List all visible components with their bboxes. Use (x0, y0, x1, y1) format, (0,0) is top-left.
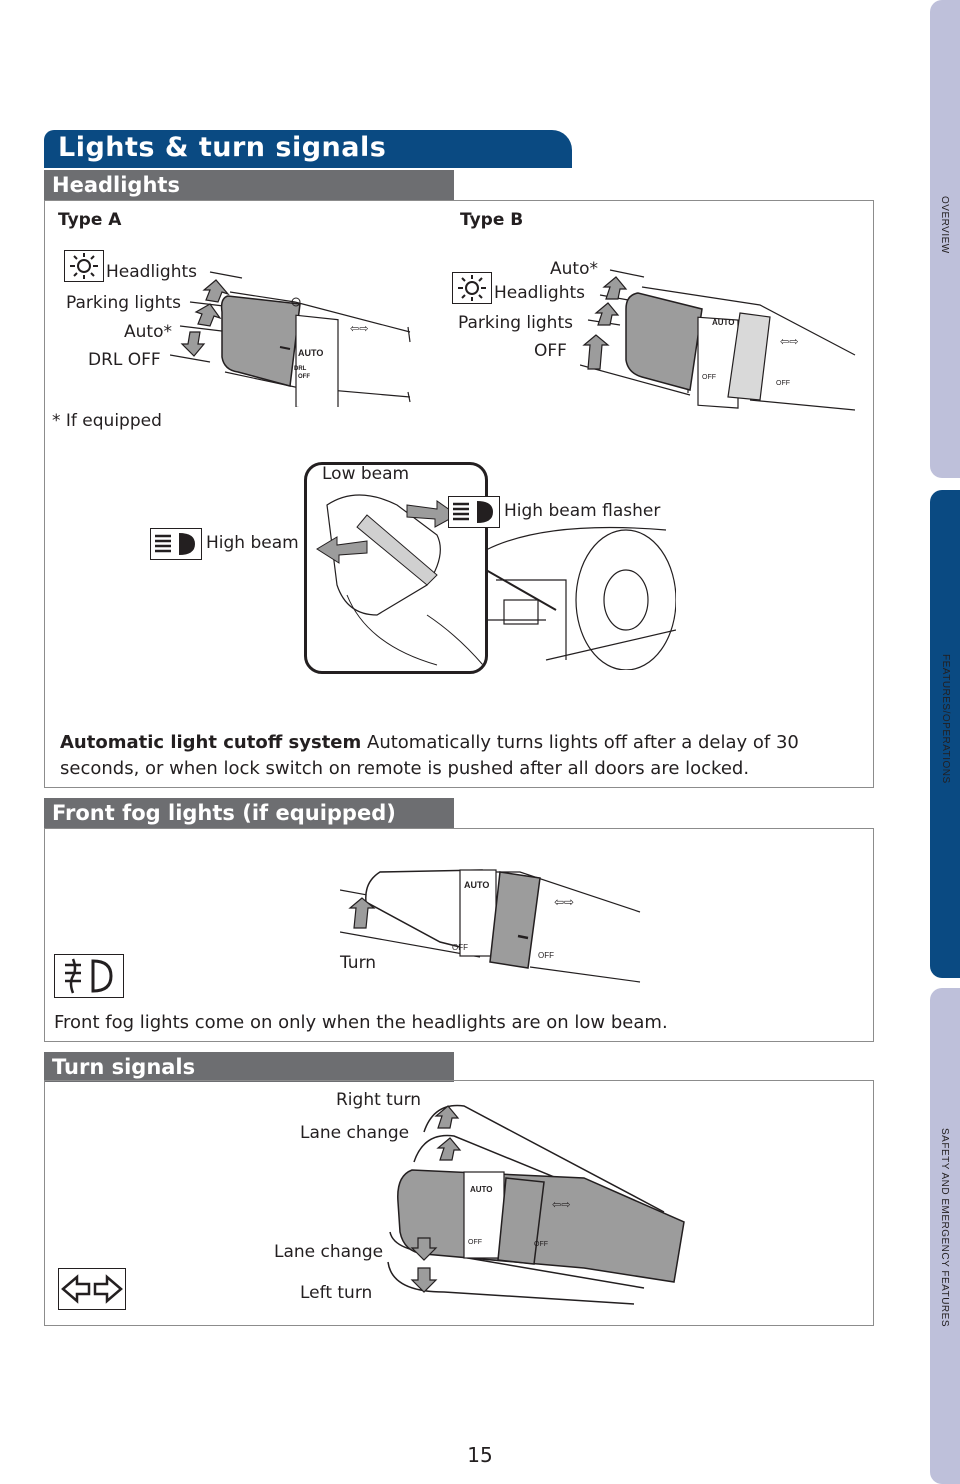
tab-safety[interactable] (930, 988, 960, 1484)
fog-off-mark-1: OFF (452, 943, 468, 952)
type-a-drl-mark: DRL (294, 366, 307, 372)
headlights-section-title: Headlights (52, 173, 180, 197)
turn-section-title: Turn signals (52, 1055, 196, 1079)
fog-off-mark-2: OFF (538, 951, 554, 960)
type-a-lever-illustration (170, 252, 420, 407)
low-beam-label: Low beam (322, 464, 410, 484)
type-b-label-auto: Auto* (550, 259, 598, 279)
high-beam-label: High beam (206, 533, 299, 553)
fog-lever-illustration (340, 842, 650, 992)
type-a-drl-off-mark: OFF (298, 374, 310, 380)
type-a-auto-mark: AUTO (298, 348, 324, 358)
fog-turn-label: Turn (340, 953, 377, 973)
type-a-label-auto: Auto* (124, 322, 172, 342)
cutoff-title: Automatic light cutoff system (60, 732, 362, 753)
label-lane-change-up: Lane change (300, 1123, 410, 1143)
svg-text:⇦⇨: ⇦⇨ (554, 895, 575, 909)
type-b-off-mark-1: OFF (702, 374, 716, 381)
headlight-symbol-icon (64, 250, 104, 282)
high-beam-icon (150, 528, 202, 560)
type-a-label-parking: Parking lights (66, 293, 181, 313)
turn-signal-icon (58, 1268, 126, 1310)
type-b-label-parking: Parking lights (458, 313, 573, 333)
page-number: 15 (467, 1443, 493, 1467)
cutoff-paragraph (60, 730, 860, 782)
steering-wheel-illustration (486, 520, 676, 670)
cutoff-text: Automatically turns lights off after a delay of 30 seconds, or when lock switch on remote is pushed after all doors are locked. (60, 732, 799, 779)
fog-paragraph: Front fog lights come on only when the headlights are on low beam. (54, 1012, 668, 1033)
svg-text:⇦⇨: ⇦⇨ (350, 322, 369, 335)
type-a-title: Type A (58, 210, 122, 230)
fog-auto-mark: AUTO (464, 880, 490, 890)
type-b-headlight-symbol-icon (452, 272, 492, 304)
fog-section-title: Front fog lights (if equipped) (52, 801, 396, 825)
type-a-label-headlights: Headlights (106, 262, 197, 282)
type-a-label-drl-off: DRL OFF (88, 350, 161, 370)
svg-text:⇦⇨: ⇦⇨ (552, 1198, 571, 1211)
turn-lever-illustration (384, 1092, 694, 1316)
label-lane-change-down: Lane change (274, 1242, 384, 1262)
turn-off-mark-1: OFF (468, 1239, 482, 1246)
type-b-label-headlights: Headlights (494, 283, 585, 303)
tab-overview[interactable] (930, 0, 960, 478)
type-b-title: Type B (460, 210, 524, 230)
footnote-if-equipped: * If equipped (52, 411, 162, 431)
page-title: Lights & turn signals (58, 132, 387, 163)
tab-safety-label: SAFETY AND EMERGENCY FEATURES (939, 1128, 950, 1327)
type-b-off-mark-2: OFF (776, 380, 790, 387)
type-b-lever-illustration (580, 265, 860, 415)
svg-text:⇦⇨: ⇦⇨ (780, 335, 799, 348)
type-b-label-off: OFF (534, 341, 567, 361)
tab-overview-label: OVERVIEW (939, 196, 950, 254)
turn-auto-mark: AUTO (470, 1185, 493, 1194)
type-b-auto-mark: AUTO (712, 318, 735, 327)
turn-off-mark-2: OFF (534, 1241, 548, 1248)
beam-illustration (304, 462, 488, 674)
fog-light-icon (54, 954, 124, 998)
label-right-turn: Right turn (336, 1090, 422, 1110)
label-left-turn: Left turn (300, 1283, 373, 1303)
tab-features-operations-label: FEATURES/OPERATIONS (940, 654, 951, 784)
high-beam-flasher-label: High beam flasher (504, 501, 661, 521)
